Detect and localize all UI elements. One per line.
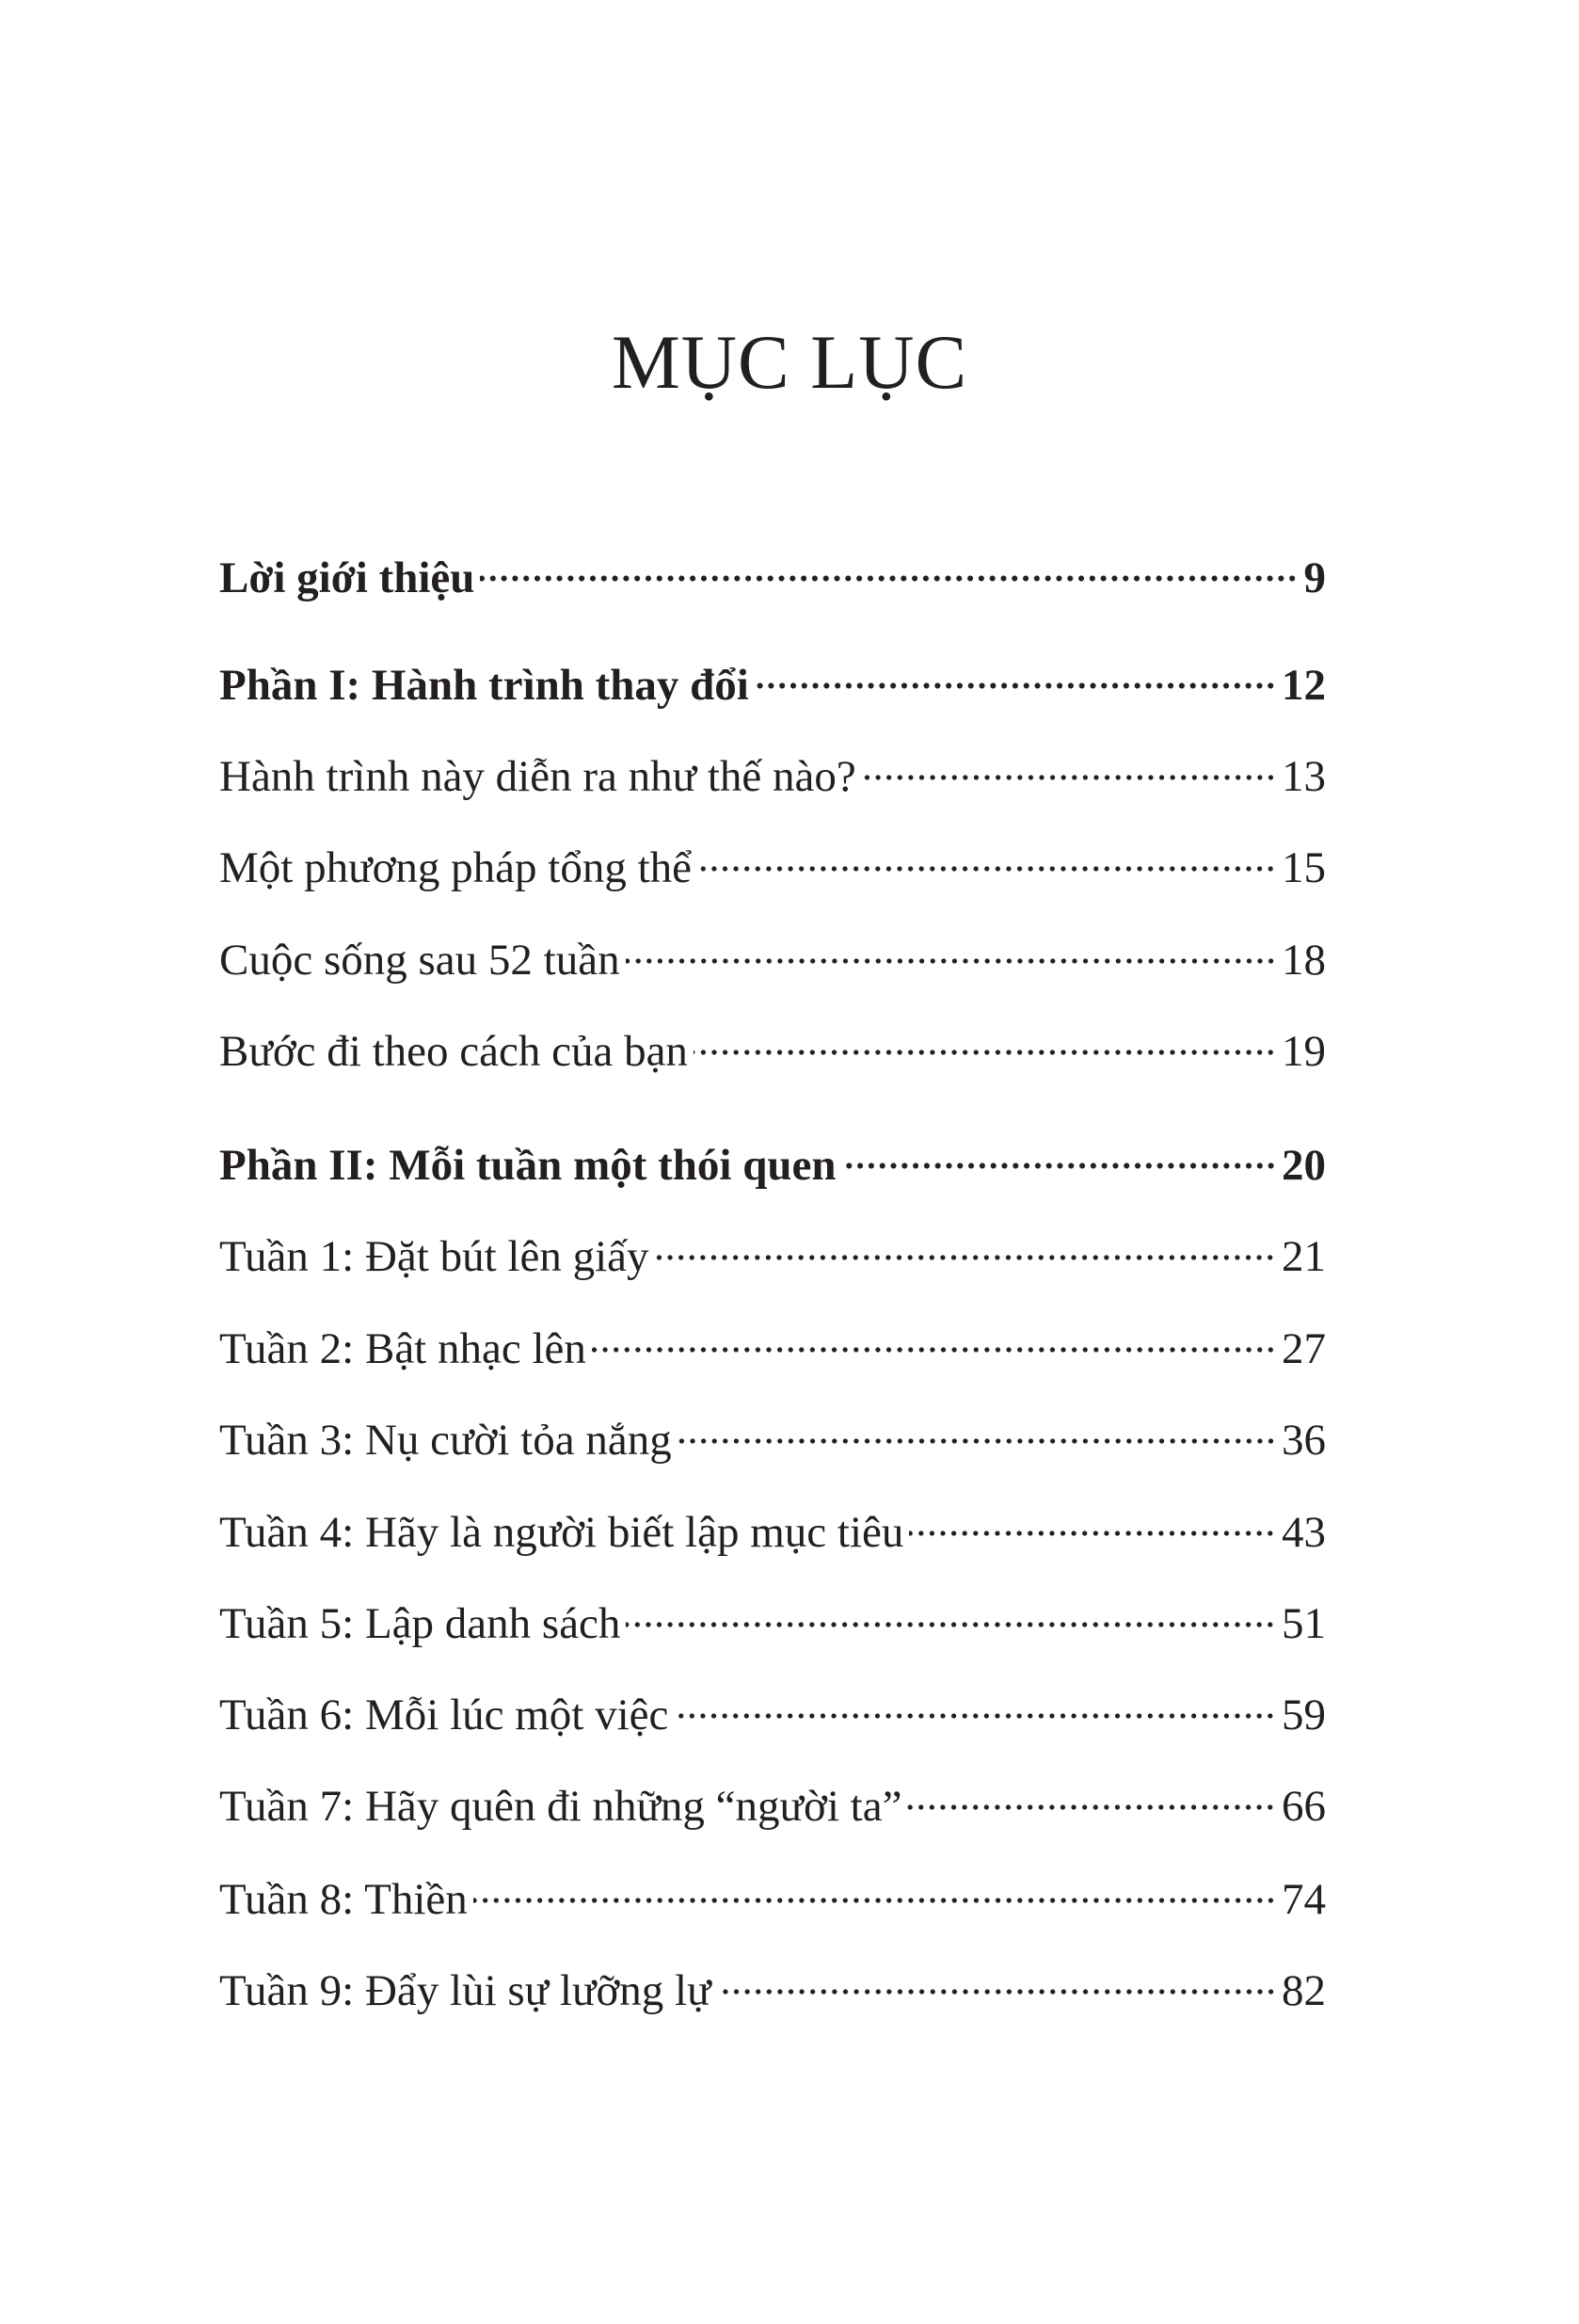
toc-entry[interactable]	[219, 1306, 1326, 1373]
toc-entry-introduction[interactable]	[219, 536, 1326, 602]
dot-leader	[473, 1857, 1276, 1914]
dot-leader	[654, 1214, 1276, 1271]
toc-entry[interactable]	[219, 1764, 1326, 1831]
toc-entry[interactable]	[219, 1948, 1326, 2015]
toc-entry[interactable]	[219, 1214, 1326, 1281]
toc-entry-label: Lời giới thiệu	[219, 553, 475, 602]
dot-leader	[592, 1306, 1276, 1363]
toc-entry-page: 36	[1282, 1416, 1326, 1465]
toc-entry[interactable]	[219, 918, 1326, 985]
dot-leader	[717, 1948, 1276, 2005]
dot-leader	[626, 1581, 1276, 1638]
dot-leader	[674, 1673, 1276, 1729]
dot-leader	[678, 1398, 1276, 1454]
toc-entry-page: 15	[1282, 843, 1326, 892]
toc-entry-label: Tuần 3: Nụ cười tỏa nắng	[219, 1416, 672, 1465]
toc-entry-label: Hành trình này diễn ra như thế nào?	[219, 752, 856, 801]
toc-entry-page: 59	[1282, 1691, 1326, 1739]
toc-entry-label: Bước đi theo cách của bạn	[219, 1027, 688, 1076]
toc-entry-page: 27	[1282, 1324, 1326, 1373]
toc-entry-label: Phần II: Mỗi tuần một thói quen	[219, 1141, 837, 1190]
dot-leader	[842, 1123, 1277, 1179]
toc-entry-label: Tuần 8: Thiền	[219, 1875, 468, 1924]
dot-leader	[907, 1764, 1276, 1820]
toc-entry-label: Một phương pháp tổng thể	[219, 843, 693, 892]
dot-leader	[694, 1009, 1276, 1066]
toc-entry-page: 19	[1282, 1027, 1326, 1076]
toc-entry[interactable]	[219, 1857, 1326, 1924]
dot-leader	[626, 918, 1276, 974]
dot-leader	[697, 825, 1276, 882]
table-of-contents	[219, 0, 1326, 2324]
dot-leader	[909, 1490, 1276, 1547]
toc-entry[interactable]	[219, 1581, 1326, 1648]
toc-entry-page: 21	[1282, 1232, 1326, 1281]
toc-entry-label: Tuần 1: Đặt bút lên giấy	[219, 1232, 649, 1281]
toc-entry-label: Tuần 5: Lập danh sách	[219, 1599, 621, 1648]
toc-entry-part-1[interactable]	[219, 643, 1326, 710]
toc-entry-label: Phần I: Hành trình thay đổi	[219, 661, 749, 710]
dot-leader	[862, 734, 1276, 791]
toc-entry[interactable]	[219, 825, 1326, 892]
toc-entry-label: Tuần 9: Đẩy lùi sự lưỡng lự	[219, 1966, 711, 2015]
toc-entry-page: 74	[1282, 1875, 1326, 1924]
toc-entry[interactable]	[219, 1673, 1326, 1739]
page-title: MỤC LỤC	[611, 319, 968, 405]
toc-entry-page: 13	[1282, 752, 1326, 801]
toc-entry-part-2[interactable]	[219, 1123, 1326, 1190]
toc-entry-page: 20	[1282, 1141, 1326, 1190]
toc-entry[interactable]	[219, 734, 1326, 801]
toc-entry[interactable]	[219, 1009, 1326, 1076]
toc-entry-page: 82	[1282, 1966, 1326, 2015]
toc-entry-label: Tuần 2: Bật nhạc lên	[219, 1324, 586, 1373]
toc-entry[interactable]	[219, 1398, 1326, 1465]
toc-entry-page: 43	[1282, 1508, 1326, 1557]
dot-leader	[480, 536, 1298, 592]
toc-entry-page: 18	[1282, 936, 1326, 985]
toc-entry-page: 66	[1282, 1782, 1326, 1831]
toc-entry-label: Cuộc sống sau 52 tuần	[219, 936, 620, 985]
toc-entry-page: 12	[1282, 661, 1326, 710]
dot-leader	[755, 643, 1276, 699]
toc-entry-label: Tuần 6: Mỗi lúc một việc	[219, 1691, 669, 1739]
toc-entry-page: 9	[1303, 553, 1326, 602]
toc-entry[interactable]	[219, 1490, 1326, 1557]
toc-entry-label: Tuần 7: Hãy quên đi những “người ta”	[219, 1782, 902, 1831]
toc-entry-page: 51	[1282, 1599, 1326, 1648]
toc-entry-label: Tuần 4: Hãy là người biết lập mục tiêu	[219, 1508, 904, 1557]
